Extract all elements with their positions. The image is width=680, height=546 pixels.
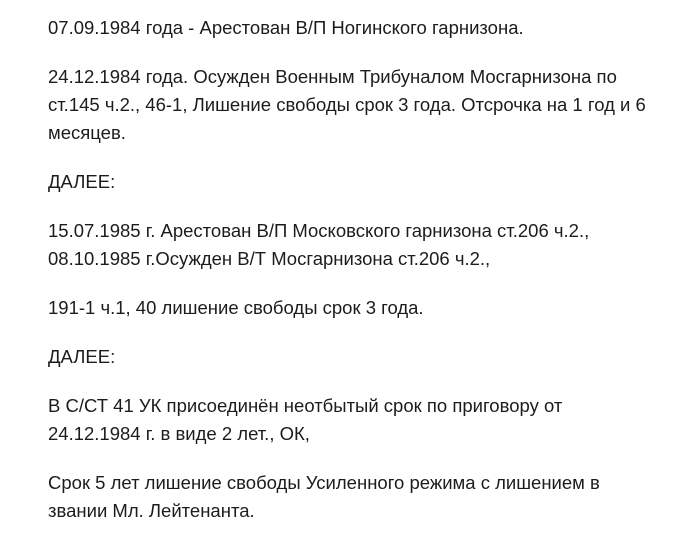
paragraph-sentence-1984 — [48, 63, 668, 147]
text-line: 07.09.1984 года - Арестован В/П Ногинского гарнизона. — [48, 17, 524, 38]
text-line: месяцев. — [48, 122, 126, 143]
text-line: 24.12.1984 г. в виде 2 лет., ОК, — [48, 423, 310, 444]
text-line: 08.10.1985 г.Осужден В/Т Мосгарнизона ст.206 ч.2., — [48, 248, 491, 269]
paragraph-further-1 — [48, 168, 668, 196]
paragraph-further-2 — [48, 343, 668, 371]
text-line: В С/СТ 41 УК присоединён неотбытый срок по приговору от — [48, 395, 563, 416]
text-line: 15.07.1985 г. Арестован В/П Московского гарнизона ст.206 ч.2., — [48, 220, 590, 241]
text-line: ст.145 ч.2., 46-1, Лишение свободы срок 3 года. Отсрочка на 1 год и 6 — [48, 94, 646, 115]
paragraph-final-term — [48, 469, 668, 525]
paragraph-combined-term — [48, 392, 668, 448]
text-line: ДАЛЕЕ: — [48, 171, 116, 192]
text-line: звании Мл. Лейтенанта. — [48, 500, 255, 521]
paragraph-arrest-1985 — [48, 217, 668, 273]
document-body — [48, 14, 668, 546]
paragraph-articles — [48, 294, 668, 322]
text-line: Срок 5 лет лишение свободы Усиленного режима с лишением в — [48, 472, 600, 493]
text-line: 24.12.1984 года. Осужден Военным Трибуналом Мосгарнизона по — [48, 66, 617, 87]
text-line: ДАЛЕЕ: — [48, 346, 116, 367]
paragraph-arrest-1984 — [48, 14, 668, 42]
text-line: 191-1 ч.1, 40 лишение свободы срок 3 года. — [48, 297, 424, 318]
